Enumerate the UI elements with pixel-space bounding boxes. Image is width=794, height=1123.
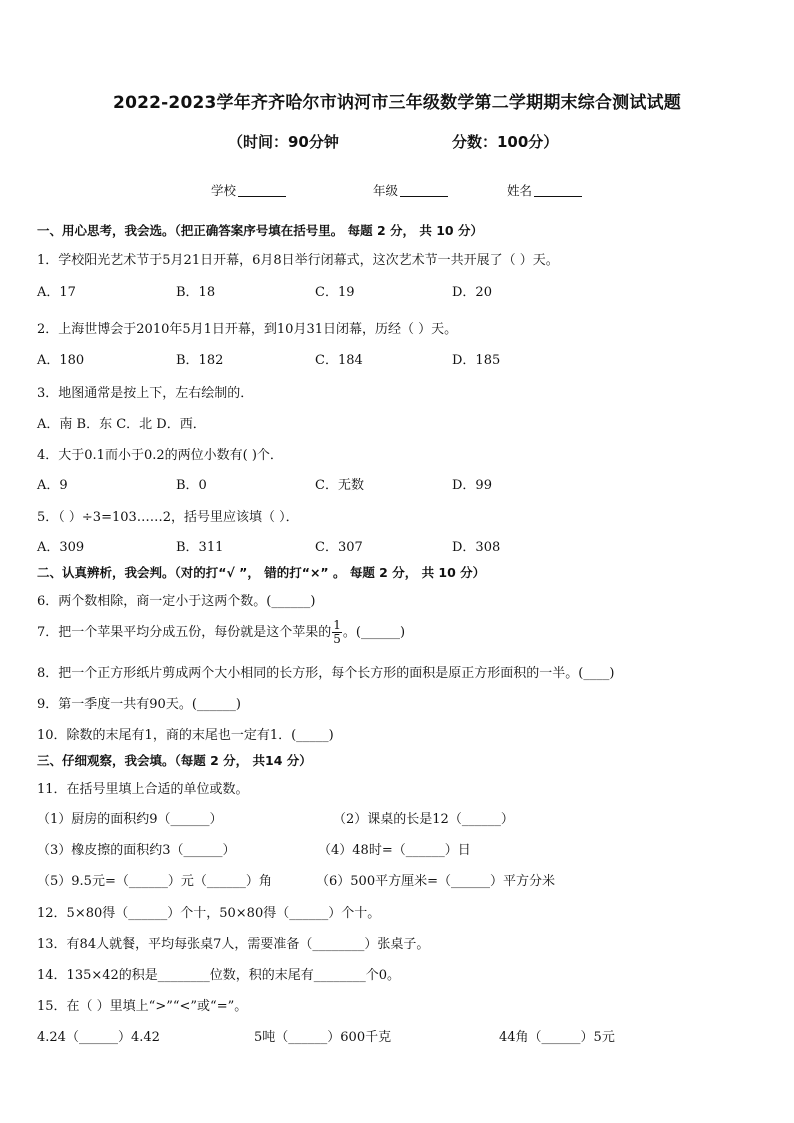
total-score: 分数：100分） xyxy=(452,133,559,151)
q11-item-6: （6）500平方厘米=（______）平方分米 xyxy=(316,874,555,889)
school-label: 学校 xyxy=(211,183,237,198)
name-label: 姓名 xyxy=(507,183,533,198)
question-11: 11．在括号里填上合适的单位或数。 xyxy=(37,782,249,797)
grade-label: 年级 xyxy=(373,183,399,198)
section-2-heading: 二、认真辨析，我会判。（对的打“√ ”， 错的打“×” 。 每题 2 分， 共 10 分） xyxy=(37,565,486,580)
q15-item-2: 5吨（______）600千克 xyxy=(254,1030,392,1045)
grade-field xyxy=(373,181,448,199)
q15-item-3: 44角（______）5元 xyxy=(499,1030,615,1045)
q15-item-1: 4.24（______）4.42 xyxy=(37,1030,160,1045)
fraction-denominator: 5 xyxy=(333,632,341,646)
question-1: 1．学校阳光艺术节于5月21日开幕，6月8日举行闭幕式，这次艺术节一共开展了（ ）天。 xyxy=(37,253,559,268)
question-13: 13．有84人就餐，平均每张桌7人，需要准备（________）张桌子。 xyxy=(37,937,430,952)
question-3: 3．地图通常是按上下，左右绘制的． xyxy=(37,386,254,401)
q1-option-b: B．18 xyxy=(176,285,216,300)
question-15: 15．在（ ）里填上“>”“<”或“=”。 xyxy=(37,999,248,1014)
q2-option-a: A．180 xyxy=(37,353,85,368)
q5-option-b: B．311 xyxy=(176,540,224,555)
question-5: 5．（ ）÷3=103……2，括号里应该填（ ）． xyxy=(37,510,299,525)
fraction-one-fifth xyxy=(332,619,342,646)
question-2: 2．上海世博会于2010年5月1日开幕，到10月31日闭幕，历经（ ）天。 xyxy=(37,322,458,337)
question-8: 8．把一个正方形纸片剪成两个大小相同的长方形，每个长方形的面积是原正方形面积的一半。(____) xyxy=(37,666,615,681)
question-14: 14．135×42的积是________位数，积的末尾有________个0。 xyxy=(37,968,401,983)
name-field xyxy=(507,181,582,199)
q4-option-b: B．0 xyxy=(176,478,207,493)
q11-item-4: （4）48时=（______）日 xyxy=(318,843,471,858)
name-blank xyxy=(534,184,582,197)
question-7 xyxy=(37,619,405,646)
question-12: 12．5×80得（______）个十，50×80得（______）个十。 xyxy=(37,906,381,921)
school-blank xyxy=(238,184,286,197)
q3-options: A．南 B．东 C．北 D．西． xyxy=(37,417,206,432)
q4-option-a: A．9 xyxy=(37,478,68,493)
q1-option-c: C．19 xyxy=(315,285,355,300)
q2-option-d: D．185 xyxy=(452,353,501,368)
q2-option-c: C．184 xyxy=(315,353,363,368)
section-1-heading: 一、用心思考，我会选。（把正确答案序号填在括号里。 每题 2 分， 共 10 分） xyxy=(37,223,483,238)
q5-option-c: C．307 xyxy=(315,540,363,555)
q11-item-3: （3）橡皮擦的面积约3（______） xyxy=(37,843,236,858)
q1-option-d: D．20 xyxy=(452,285,492,300)
q5-option-a: A．309 xyxy=(37,540,85,555)
grade-blank xyxy=(400,184,448,197)
question-4: 4．大于0.1而小于0.2的两位小数有( )个． xyxy=(37,448,283,463)
question-6: 6．两个数相除，商一定小于这两个数。(______) xyxy=(37,594,316,609)
page-title: 2022-2023学年齐齐哈尔市讷河市三年级数学第二学期期末综合测试试题 xyxy=(113,93,681,113)
q11-item-2: （2）课桌的长是12（______） xyxy=(333,812,514,827)
section-3-heading: 三、仔细观察，我会填。（每题 2 分， 共14 分） xyxy=(37,753,312,768)
q4-option-c: C．无数 xyxy=(315,478,364,493)
q11-item-1: （1）厨房的面积约9（______） xyxy=(37,812,223,827)
q7-text-before: 7．把一个苹果平均分成五份，每份就是这个苹果的 xyxy=(37,625,332,640)
q2-option-b: B．182 xyxy=(176,353,224,368)
fraction-numerator: 1 xyxy=(333,618,341,632)
q7-text-after: 。(______) xyxy=(342,625,406,640)
q1-option-a: A．17 xyxy=(37,285,76,300)
question-9: 9．第一季度一共有90天。(______) xyxy=(37,697,241,712)
q11-item-5: （5）9.5元=（______）元（______）角 xyxy=(37,874,272,889)
time-limit: （时间：90分钟 xyxy=(228,133,339,151)
q5-option-d: D．308 xyxy=(452,540,501,555)
q4-option-d: D．99 xyxy=(452,478,492,493)
question-10: 10．除数的末尾有1，商的末尾也一定有1．(_____) xyxy=(37,728,334,743)
school-field xyxy=(211,181,286,199)
